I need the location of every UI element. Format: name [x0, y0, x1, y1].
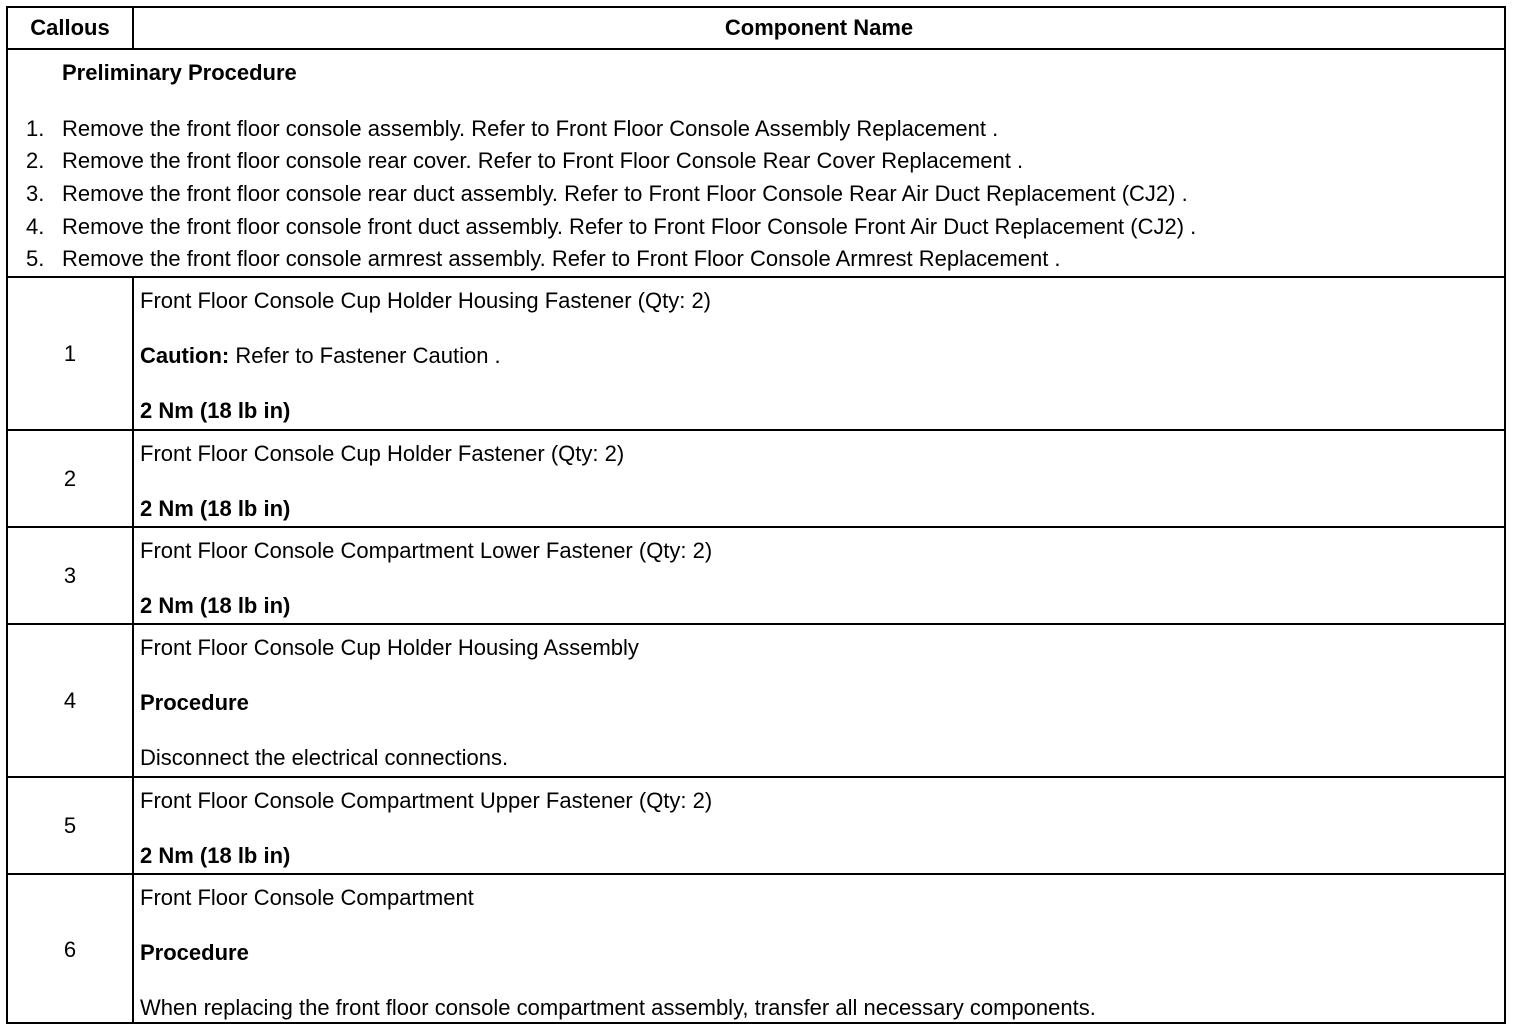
step-number: 4.	[26, 214, 45, 239]
step-text: Remove the front floor console front duct assembly. Refer to Front Floor Console Front Air Duct Replacement (CJ2) .	[62, 214, 1197, 239]
preliminary-title: Preliminary Procedure	[62, 60, 297, 85]
callout-number: 4	[8, 625, 134, 776]
torque-spec: 2 Nm (18 lb in)	[140, 843, 291, 868]
header-component-name: Component Name	[724, 15, 914, 40]
step-number: 1.	[26, 116, 45, 141]
callout-number: 2	[8, 431, 134, 526]
torque-spec: 2 Nm (18 lb in)	[140, 593, 291, 618]
component-name: Front Floor Console Compartment Lower Fastener (Qty: 2)	[140, 538, 713, 563]
procedure-text: When replacing the front floor console compartment assembly, transfer all necessary components.	[140, 995, 1096, 1020]
caution-label: Caution:	[140, 343, 230, 368]
step-number: 2.	[26, 148, 45, 173]
table-row	[8, 778, 1504, 875]
step-number: 5.	[26, 246, 45, 271]
table-row	[8, 625, 1504, 778]
component-name: Front Floor Console Cup Holder Housing Assembly	[140, 635, 639, 660]
component-name: Front Floor Console Compartment Upper Fastener (Qty: 2)	[140, 788, 713, 813]
caution-text: Refer to Fastener Caution .	[229, 343, 501, 368]
step-text: Remove the front floor console assembly. Refer to Front Floor Console Assembly Replacement .	[62, 116, 999, 141]
step-number: 3.	[26, 181, 45, 206]
table-row	[8, 431, 1504, 528]
preliminary-procedure	[8, 50, 1504, 278]
table-row	[8, 875, 1504, 1024]
component-name: Front Floor Console Compartment	[140, 885, 474, 910]
procedure-label: Procedure	[140, 940, 249, 965]
procedure-label: Procedure	[140, 690, 249, 715]
step-text: Remove the front floor console rear cover. Refer to Front Floor Console Rear Cover Replacement .	[62, 148, 1024, 173]
header-callouts: Callous	[8, 8, 134, 48]
table-header	[8, 8, 1504, 50]
component-table	[6, 6, 1506, 1024]
torque-spec: 2 Nm (18 lb in)	[140, 496, 291, 521]
caution-note	[140, 343, 501, 369]
component-name: Front Floor Console Cup Holder Housing Fastener (Qty: 2)	[140, 288, 712, 313]
callout-number: 3	[8, 528, 134, 623]
component-name: Front Floor Console Cup Holder Fastener (Qty: 2)	[140, 441, 625, 466]
callout-number: 1	[8, 278, 134, 429]
table-row	[8, 278, 1504, 431]
table-row	[8, 528, 1504, 625]
procedure-text: Disconnect the electrical connections.	[140, 745, 509, 770]
step-text: Remove the front floor console rear duct assembly. Refer to Front Floor Console Rear Air Duct Replacement (CJ2) .	[62, 181, 1188, 206]
torque-spec: 2 Nm (18 lb in)	[140, 398, 291, 423]
callout-number: 5	[8, 778, 134, 873]
callout-number: 6	[8, 875, 134, 1024]
step-text: Remove the front floor console armrest assembly. Refer to Front Floor Console Armrest Replacement .	[62, 246, 1061, 271]
